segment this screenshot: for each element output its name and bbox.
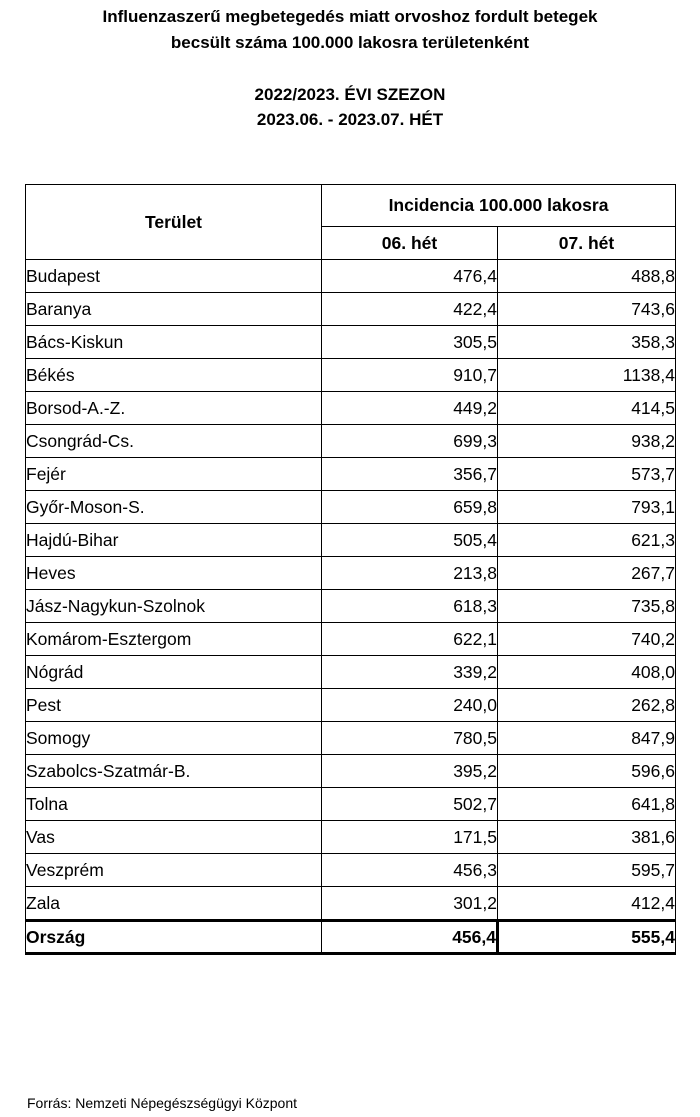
table-row xyxy=(26,788,676,821)
week-07-cell: 412,4 xyxy=(498,887,676,921)
incidence-table xyxy=(25,184,676,955)
table-row xyxy=(26,326,676,359)
week-07-cell: 596,6 xyxy=(498,755,676,788)
table-row xyxy=(26,359,676,392)
week-06-cell: 699,3 xyxy=(322,425,498,458)
week-06-cell: 449,2 xyxy=(322,392,498,425)
week-06-cell: 395,2 xyxy=(322,755,498,788)
area-cell: Baranya xyxy=(26,293,322,326)
table-row xyxy=(26,392,676,425)
week-06-cell: 456,3 xyxy=(322,854,498,887)
week-07-cell: 938,2 xyxy=(498,425,676,458)
week-06-cell: 780,5 xyxy=(322,722,498,755)
week-06-cell: 305,5 xyxy=(322,326,498,359)
total-area-cell: Ország xyxy=(26,921,322,954)
week-07-cell: 743,6 xyxy=(498,293,676,326)
table-row xyxy=(26,458,676,491)
area-cell: Jász-Nagykun-Szolnok xyxy=(26,590,322,623)
area-cell: Hajdú-Bihar xyxy=(26,524,322,557)
source-note: Forrás: Nemzeti Népegészségügyi Központ xyxy=(27,1095,298,1111)
table-row xyxy=(26,689,676,722)
week-07-cell: 641,8 xyxy=(498,788,676,821)
area-column-header: Terület xyxy=(26,185,322,260)
week-07-cell: 408,0 xyxy=(498,656,676,689)
week-07-cell: 595,7 xyxy=(498,854,676,887)
table-header xyxy=(26,185,676,260)
table-row xyxy=(26,656,676,689)
week-07-cell: 793,1 xyxy=(498,491,676,524)
area-cell: Tolna xyxy=(26,788,322,821)
table-body xyxy=(26,260,676,921)
week-07-cell: 262,8 xyxy=(498,689,676,722)
area-cell: Borsod-A.-Z. xyxy=(26,392,322,425)
table-row xyxy=(26,425,676,458)
week-07-cell: 414,5 xyxy=(498,392,676,425)
table-row xyxy=(26,887,676,921)
total-week-07-cell: 555,4 xyxy=(498,921,676,954)
table-row xyxy=(26,755,676,788)
season-title: 2022/2023. ÉVI SZEZON xyxy=(254,85,446,104)
week-06-cell: 213,8 xyxy=(322,557,498,590)
week-06-cell: 240,0 xyxy=(322,689,498,722)
week-07-cell: 621,3 xyxy=(498,524,676,557)
total-row xyxy=(26,921,676,954)
table-row xyxy=(26,260,676,293)
area-cell: Pest xyxy=(26,689,322,722)
area-cell: Bács-Kiskun xyxy=(26,326,322,359)
area-cell: Vas xyxy=(26,821,322,854)
table-row xyxy=(26,722,676,755)
area-cell: Győr-Moson-S. xyxy=(26,491,322,524)
week-07-cell: 573,7 xyxy=(498,458,676,491)
week-06-cell: 622,1 xyxy=(322,623,498,656)
week-06-cell: 910,7 xyxy=(322,359,498,392)
week-06-cell: 618,3 xyxy=(322,590,498,623)
area-cell: Békés xyxy=(26,359,322,392)
week-06-cell: 301,2 xyxy=(322,887,498,921)
week-06-cell: 505,4 xyxy=(322,524,498,557)
week-07-cell: 488,8 xyxy=(498,260,676,293)
area-cell: Budapest xyxy=(26,260,322,293)
week-07-column-header: 07. hét xyxy=(498,227,676,260)
week-06-cell: 476,4 xyxy=(322,260,498,293)
week-07-cell: 1138,4 xyxy=(498,359,676,392)
weeks-title: 2023.06. - 2023.07. HÉT xyxy=(256,110,444,129)
table-row xyxy=(26,854,676,887)
week-06-cell: 659,8 xyxy=(322,491,498,524)
area-cell: Fejér xyxy=(26,458,322,491)
week-06-cell: 171,5 xyxy=(322,821,498,854)
title-line-1: Influenzaszerű megbetegedés miatt orvoshoz fordult betegek xyxy=(102,7,598,26)
table-row xyxy=(26,821,676,854)
week-07-cell: 358,3 xyxy=(498,326,676,359)
table-row xyxy=(26,590,676,623)
week-06-column-header: 06. hét xyxy=(322,227,498,260)
area-cell: Veszprém xyxy=(26,854,322,887)
week-06-cell: 422,4 xyxy=(322,293,498,326)
title-line-2: becsült száma 100.000 lakosra területenként xyxy=(170,33,530,52)
total-week-06-cell: 456,4 xyxy=(322,921,498,954)
area-cell: Komárom-Esztergom xyxy=(26,623,322,656)
week-07-cell: 267,7 xyxy=(498,557,676,590)
week-06-cell: 356,7 xyxy=(322,458,498,491)
table-row xyxy=(26,557,676,590)
week-07-cell: 381,6 xyxy=(498,821,676,854)
table-row xyxy=(26,491,676,524)
area-cell: Csongrád-Cs. xyxy=(26,425,322,458)
incidence-column-header: Incidencia 100.000 lakosra xyxy=(322,185,676,227)
area-cell: Szabolcs-Szatmár-B. xyxy=(26,755,322,788)
week-06-cell: 339,2 xyxy=(322,656,498,689)
area-cell: Heves xyxy=(26,557,322,590)
area-cell: Zala xyxy=(26,887,322,921)
week-06-cell: 502,7 xyxy=(322,788,498,821)
table-row xyxy=(26,524,676,557)
week-07-cell: 740,2 xyxy=(498,623,676,656)
area-cell: Nógrád xyxy=(26,656,322,689)
table-row xyxy=(26,623,676,656)
week-07-cell: 847,9 xyxy=(498,722,676,755)
week-07-cell: 735,8 xyxy=(498,590,676,623)
area-cell: Somogy xyxy=(26,722,322,755)
table-footer xyxy=(26,921,676,954)
table-row xyxy=(26,293,676,326)
